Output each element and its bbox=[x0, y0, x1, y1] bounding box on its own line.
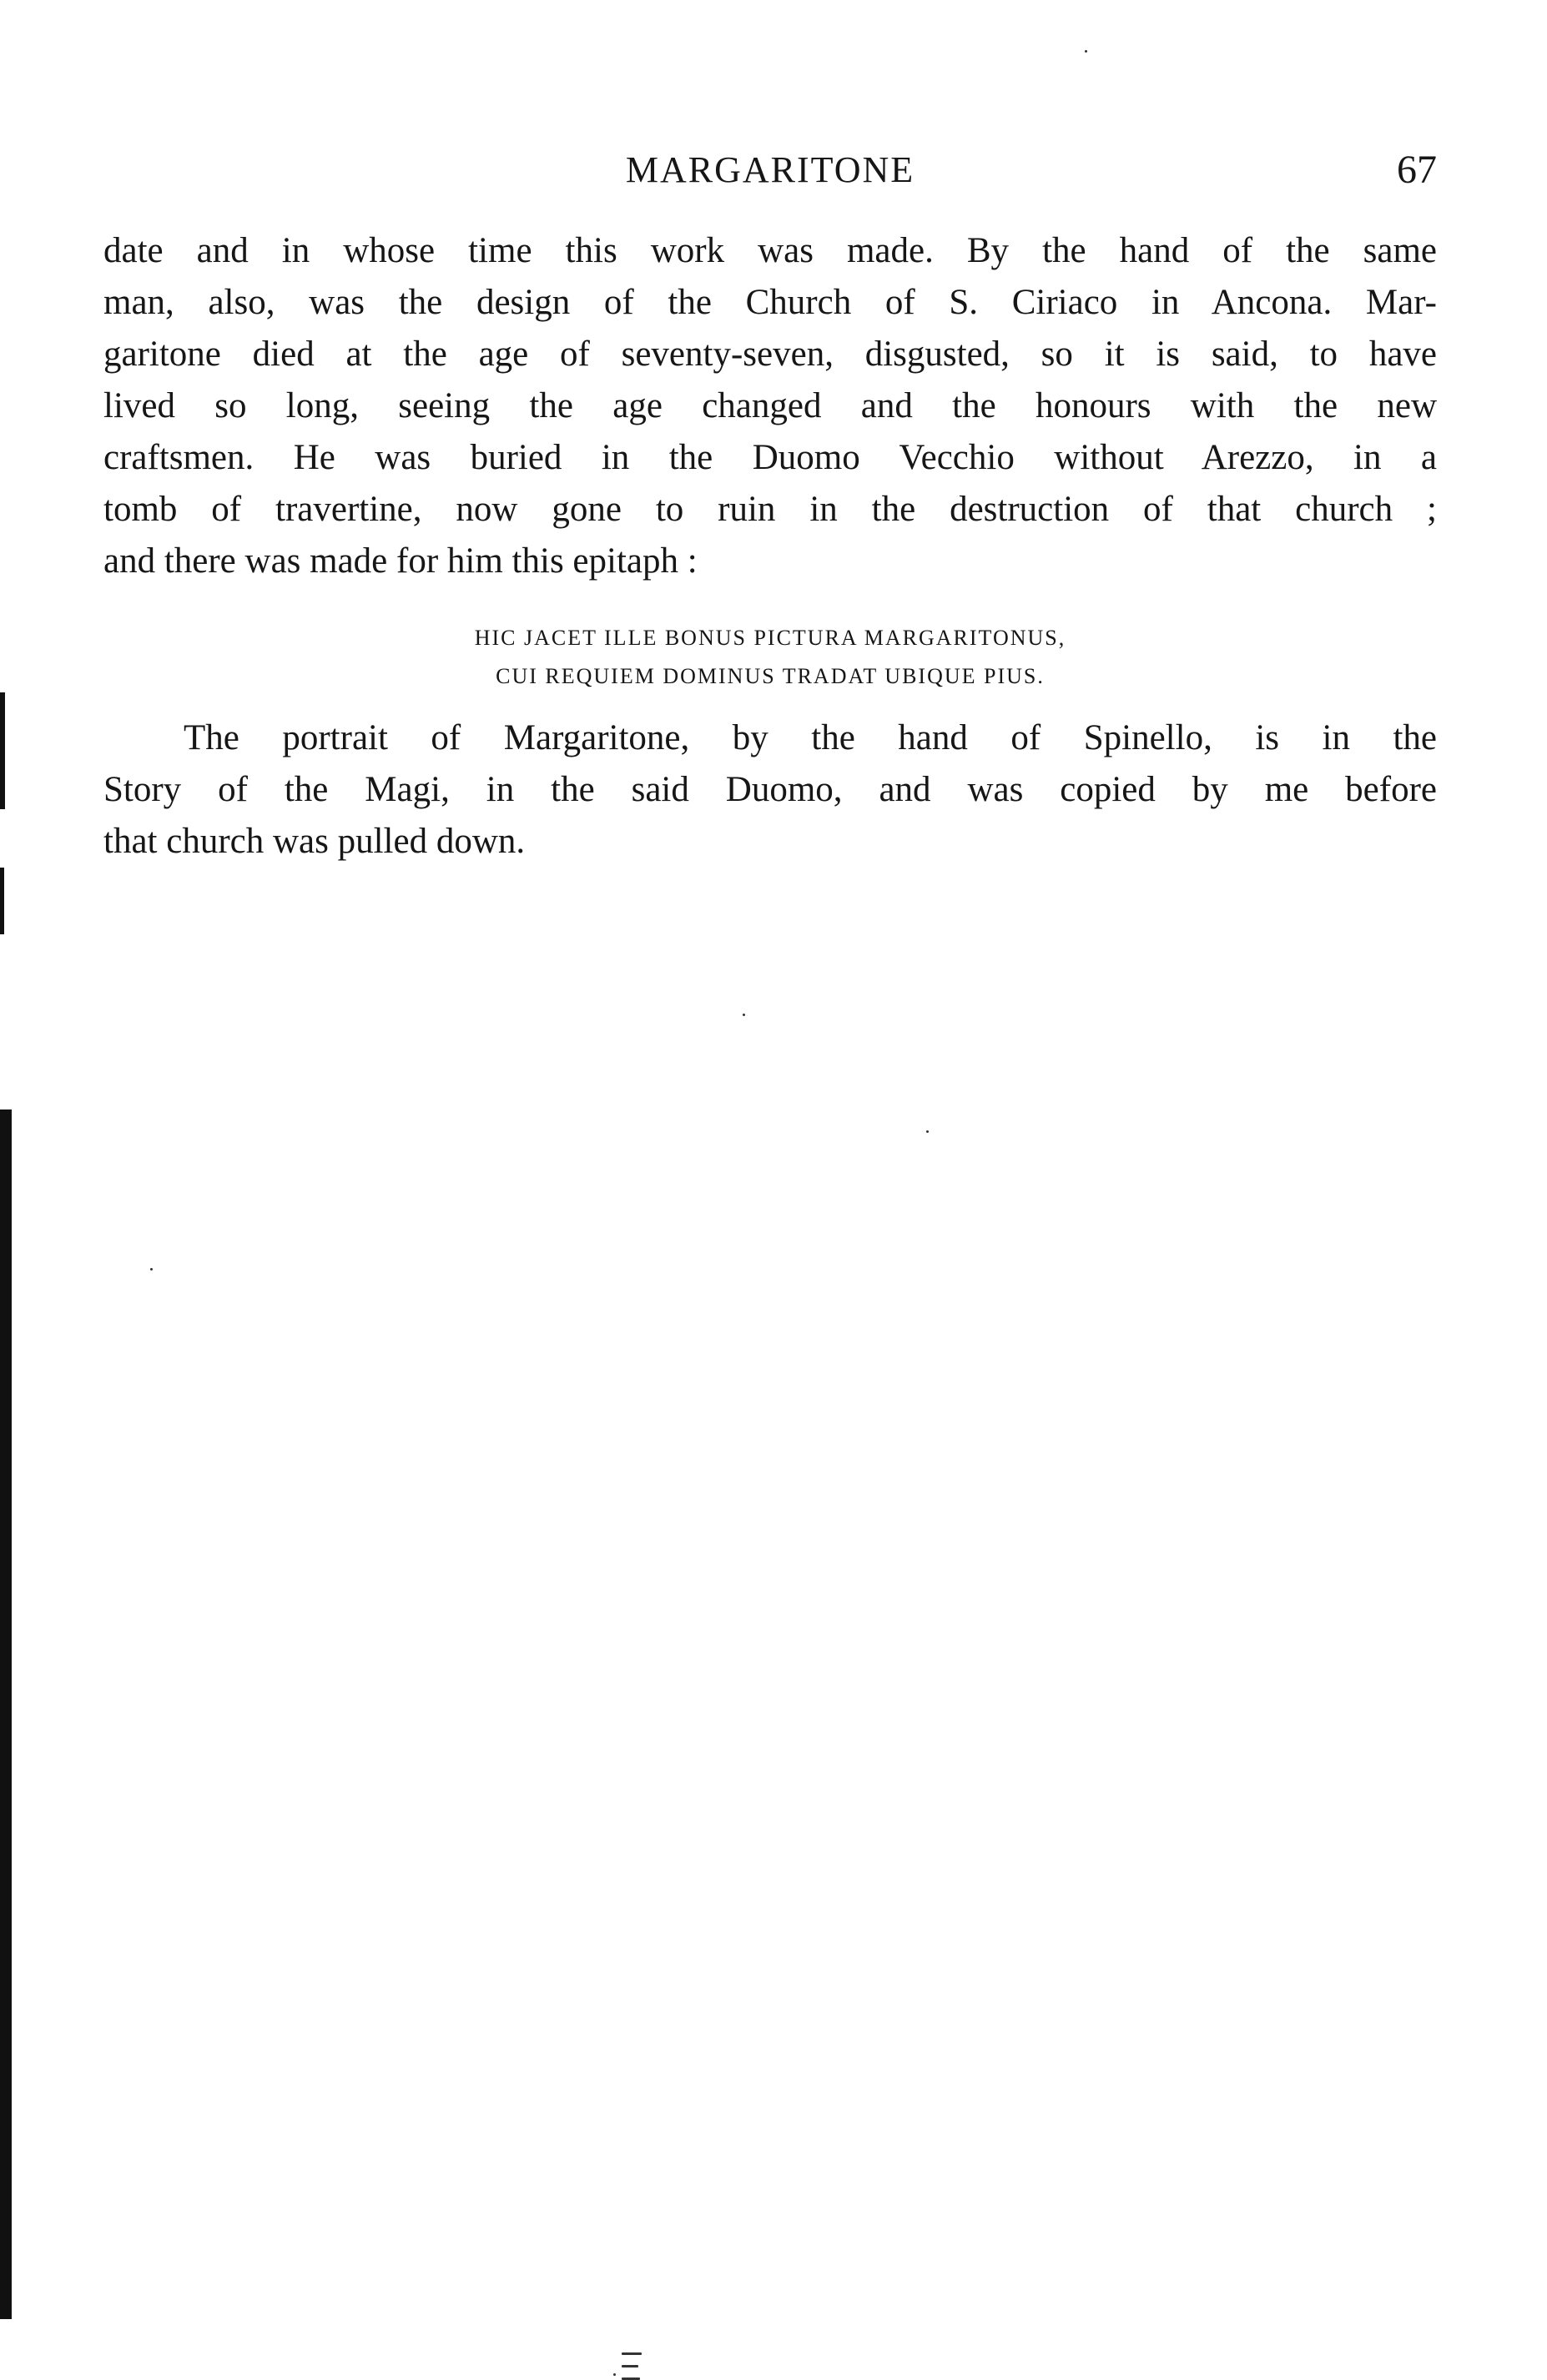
epitaph-line: HIC JACET ILLE BONUS PICTURA MARGARITONUS, bbox=[474, 626, 1066, 650]
paragraph-2 bbox=[103, 712, 1437, 868]
scan-speck bbox=[613, 2373, 616, 2376]
scan-speck bbox=[622, 2365, 638, 2367]
text-line: Story of the Magi, in the said Duomo, and was copied by me before bbox=[103, 770, 1437, 809]
scan-edge-mark-long bbox=[0, 1109, 12, 2319]
paragraph-1 bbox=[103, 225, 1437, 587]
scan-speck bbox=[926, 1130, 929, 1133]
text-line: tomb of travertine, now gone to ruin in the destruction of that church ; bbox=[103, 490, 1437, 529]
text-line: craftsmen. He was buried in the Duomo Vecchio without Arezzo, in a bbox=[103, 438, 1437, 477]
text-line: garitone died at the age of seventy-seven, disgusted, so it is said, to have bbox=[103, 335, 1437, 374]
scan-edge-mark-middle bbox=[0, 868, 4, 934]
text-line: lived so long, seeing the age changed and the honours with the new bbox=[103, 386, 1437, 425]
epitaph bbox=[103, 619, 1437, 696]
scan-speck bbox=[743, 1014, 745, 1016]
text-line: man, also, was the design of the Church of S. Ciriaco in Ancona. Mar- bbox=[103, 283, 1437, 322]
text-line: and there was made for him this epitaph : bbox=[103, 541, 698, 581]
running-title: MARGARITONE bbox=[625, 149, 915, 190]
epitaph-line: CUI REQUIEM DOMINUS TRADAT UBIQUE PIUS. bbox=[496, 664, 1045, 688]
running-head bbox=[103, 143, 1437, 197]
scan-edge-mark-top bbox=[0, 692, 5, 809]
text-line: that church was pulled down. bbox=[103, 822, 526, 861]
paragraph-1-text bbox=[103, 225, 1437, 587]
scan-speck bbox=[1085, 50, 1087, 53]
scan-speck bbox=[622, 2352, 642, 2355]
text-line: date and in whose time this work was made. By the hand of the same bbox=[103, 231, 1437, 270]
text-line: The portrait of Margaritone, by the hand of Spinello, is in the bbox=[184, 718, 1437, 757]
page-number: 67 bbox=[1397, 148, 1437, 192]
scan-speck bbox=[150, 1268, 153, 1271]
paragraph-2-text bbox=[103, 712, 1437, 868]
